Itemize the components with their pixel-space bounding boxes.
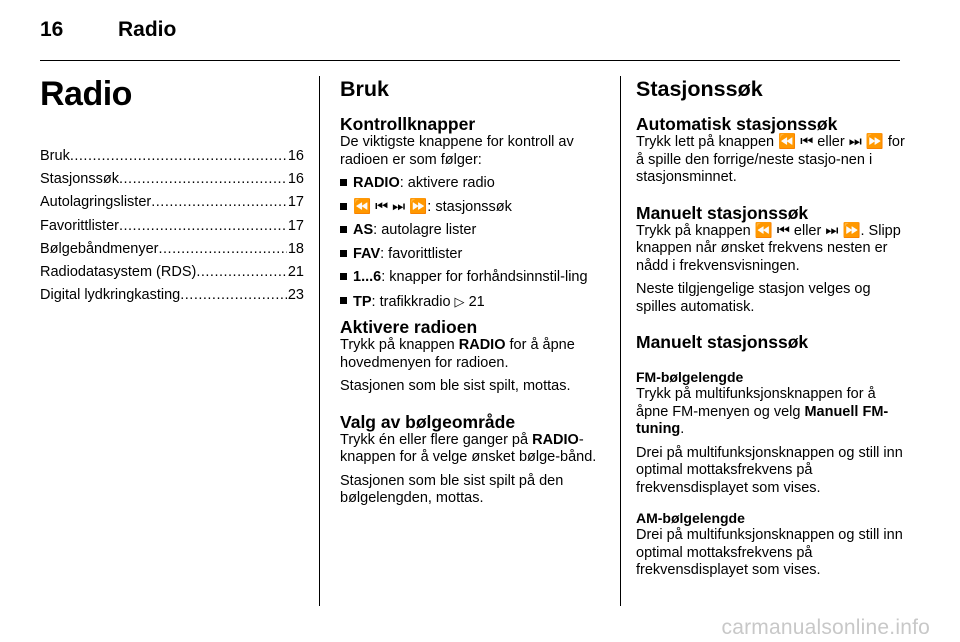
toc-label: Favorittlister	[40, 217, 119, 234]
toc-leader	[70, 146, 287, 166]
heading-automatisk-stasjonssok: Automatisk stasjonssøk	[636, 114, 838, 134]
page-number: 16	[40, 18, 64, 41]
text-run: for å åpne hovedmenyen for radioen.	[340, 337, 575, 371]
toc-leader	[119, 216, 287, 236]
control-desc: : favorittlister	[380, 245, 463, 262]
toc-page: 23	[287, 287, 304, 304]
valg-text-2: Stasjonen som ble sist spilt på den bølgelengden, mottas.	[340, 472, 564, 506]
section-title-bruk: Bruk	[340, 77, 389, 101]
toc-entry[interactable]	[40, 192, 304, 212]
toc-entry[interactable]	[40, 285, 304, 305]
text-run: . Slipp knappen når ønsket frekvens nesten er nådd i frekvensvisningen.	[636, 222, 901, 274]
text-run: .	[680, 421, 685, 437]
kontroll-intro: De viktigste knappene for kontroll av radioen er som følger:	[340, 134, 574, 168]
control-desc: : stasjonssøk	[427, 198, 512, 215]
bullet-icon	[340, 246, 353, 264]
text-run: -knappen for å velge ønsket bølge-bånd.	[340, 431, 597, 465]
heading-kontrollknapper: Kontrollknapper	[340, 114, 476, 134]
heading-am-bolgelengde: AM-bølgelengde	[636, 510, 745, 526]
list-item	[340, 246, 610, 264]
column-divider-1	[319, 76, 320, 606]
usage-column	[340, 72, 610, 508]
manual1-text-2: Neste tilgjengelige stasjon velges og spilles automatisk.	[636, 281, 871, 315]
seek-back-icons: ⏪ ⏮	[754, 222, 790, 239]
aktivere-text-2: Stasjonen som ble sist spilt, mottas.	[340, 378, 571, 394]
heading-valg-av-bolgeomrade: Valg av bølgeområde	[340, 411, 516, 432]
table-of-contents	[40, 146, 304, 305]
aktivere-text-1	[340, 337, 610, 372]
key-label: RADIO	[458, 337, 506, 353]
toc-leader	[180, 285, 287, 305]
control-key: RADIO	[353, 175, 400, 191]
control-desc: : autolagre lister	[373, 222, 477, 238]
watermark: carmanualsonline.info	[721, 616, 930, 639]
list-item	[340, 175, 610, 193]
text-run: Trykk på multifunksjonsknappen for å åpne FM-menyen og velg	[636, 386, 876, 420]
toc-page: 21	[287, 263, 304, 280]
list-item	[340, 222, 610, 240]
control-list	[340, 175, 610, 311]
toc-label: Bruk	[40, 148, 70, 164]
bullet-icon	[340, 293, 353, 312]
toc-entry[interactable]	[40, 239, 304, 259]
am-text: Drei på multifunksjonsknappen og still inn optimal mottaksfrekvens på frekvensdisplayet som vises.	[636, 527, 903, 578]
toc-page: 16	[287, 171, 304, 188]
control-desc: : trafikkradio	[371, 293, 451, 310]
text-run: Trykk lett på knappen	[636, 134, 779, 150]
toc-column	[40, 72, 304, 308]
text-run: eller	[813, 134, 849, 150]
toc-label: Digital lydkringkasting	[40, 287, 181, 304]
text-run: Trykk på knappen	[340, 337, 459, 353]
toc-page: 18	[287, 240, 304, 257]
section-title-stasjonssok: Stasjonssøk	[636, 77, 763, 101]
text-run: for å spille den forrige/neste stasjo-nen i stasjonsminnet.	[636, 134, 905, 185]
text-run: Trykk én eller flere ganger på	[340, 431, 533, 448]
control-desc: : knapper for forhåndsinnstil-ling	[381, 269, 588, 285]
toc-leader	[151, 192, 287, 212]
toc-entry[interactable]	[40, 146, 304, 166]
toc-label: Radiodatasystem (RDS)	[40, 263, 197, 280]
toc-page: 17	[287, 194, 304, 211]
control-key: FAV	[353, 245, 381, 262]
heading-manuelt-stasjonssok-2: Manuelt stasjonssøk	[636, 332, 809, 352]
toc-label: Bølgebåndmenyer	[40, 240, 159, 257]
toc-page: 16	[287, 148, 304, 164]
seek-back-icons: ⏪ ⏮	[778, 134, 814, 150]
bullet-icon	[340, 269, 353, 287]
chapter-title: Radio	[40, 75, 132, 113]
valg-text-1	[340, 432, 610, 467]
text-run: Trykk på knappen	[636, 222, 755, 239]
running-head: Radio	[118, 18, 177, 41]
control-key: 1...6	[353, 269, 382, 285]
page-header	[40, 18, 176, 48]
fm-text-2: Drei på multifunksjonsknappen og still inn optimal mottaksfrekvens på frekvensdisplayet som vises.	[636, 444, 903, 496]
heading-manuelt-stasjonssok-1: Manuelt stasjonssøk	[636, 202, 809, 223]
control-key: AS	[353, 222, 374, 238]
seek-icons: ⏪ ⏮ ⏭ ⏩	[353, 198, 428, 215]
bullet-icon	[340, 222, 353, 240]
bullet-icon	[340, 199, 353, 217]
search-column	[636, 72, 908, 580]
list-item	[340, 199, 610, 217]
toc-entry[interactable]	[40, 262, 304, 282]
auto-text	[636, 134, 908, 187]
toc-label: Autolagringslister	[40, 194, 152, 211]
toc-page: 17	[287, 217, 304, 234]
bullet-icon	[340, 175, 353, 193]
key-label: RADIO	[532, 431, 579, 448]
list-item	[340, 293, 610, 312]
toc-leader	[196, 262, 287, 282]
toc-leader	[119, 169, 287, 189]
fm-text-1	[636, 386, 908, 439]
toc-entry[interactable]	[40, 216, 304, 236]
text-run: eller	[789, 222, 826, 239]
toc-entry[interactable]	[40, 169, 304, 189]
heading-aktivere-radioen: Aktivere radioen	[340, 317, 478, 337]
control-key: TP	[353, 293, 372, 310]
page-ref-arrow-icon: ▷	[454, 293, 465, 309]
header-rule	[40, 60, 900, 61]
column-divider-2	[620, 76, 621, 606]
menu-item-label: Manuell FM-tuning	[636, 403, 889, 437]
heading-fm-bolgelengde: FM-bølgelengde	[636, 369, 744, 385]
control-desc: : aktivere radio	[399, 175, 495, 191]
page-ref[interactable]: 21	[468, 293, 485, 310]
list-item	[340, 269, 610, 287]
manual1-text-1	[636, 223, 908, 276]
toc-label: Stasjonssøk	[40, 171, 119, 188]
seek-forward-icons: ⏭ ⏩	[825, 222, 861, 239]
seek-forward-icons: ⏭ ⏩	[848, 134, 884, 150]
toc-leader	[159, 239, 287, 259]
